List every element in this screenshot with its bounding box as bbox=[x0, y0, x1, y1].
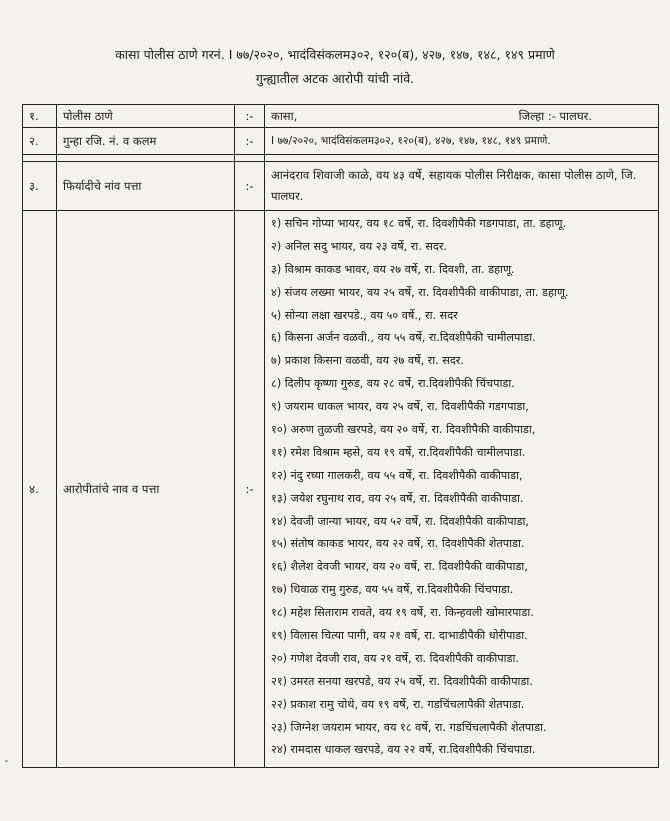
list-item: २४) रामदास धाकल खरपडे, वय २२ वर्षे, रा.दिवशीपैकी चिंचपाडा. bbox=[271, 743, 536, 757]
list-item: १२) नंदु रघ्या गालकरी, वय ५५ वर्षे, रा. दिवशीपैकी वाकीपाडा, bbox=[271, 468, 523, 482]
table-gap-row bbox=[23, 155, 659, 162]
list-item: १६) शैलेश देवजी भायर, वय २० वर्षे, रा. दिवशीपैकी वाकीपाडा, bbox=[271, 560, 528, 574]
document-subtitle: गुन्ह्यातील अटक आरोपी यांची नांवे. bbox=[255, 71, 415, 86]
accused-list bbox=[271, 211, 652, 762]
list-item: २३) जिग्नेश जयराम भायर, वय १८ वर्षे, रा. गडचिंचलापैकी शेतपाडा. bbox=[271, 720, 547, 734]
list-item: ४) संजय लख्मा भायर, वय २५ वर्षे, रा. दिवशीपैकी वाकीपाडा, ता. डहाणू. bbox=[271, 285, 569, 299]
row-number: ४. bbox=[23, 211, 57, 768]
list-item: २) अनिल सदु भायर, वय २३ वर्षे, रा. सदर. bbox=[271, 239, 448, 253]
list-item: ८) दिलीप कृष्णा गुरुड, वय २८ वर्षे, रा.दिवशीपैकी चिंचपाडा. bbox=[271, 377, 515, 391]
margin-mark: ˇ bbox=[4, 760, 9, 771]
row-number: १. bbox=[23, 105, 57, 128]
list-item: १०) अरुण तुळजी खरपडे, वय २० वर्षे, रा. दिवशीपैकी वाकीपाडा, bbox=[271, 423, 536, 437]
list-item: ६) किसना अर्जन वळवी., वय ५५ वर्षे, रा.दिवशीपैकी चामीलपाडा. bbox=[271, 331, 536, 345]
row-label: पोलीस ठाणे bbox=[57, 105, 235, 128]
table-row bbox=[23, 162, 659, 211]
row-number: २. bbox=[23, 128, 57, 155]
row-label: फिर्यादीचे नांव पत्ता bbox=[57, 162, 235, 211]
table-row bbox=[23, 105, 659, 128]
row-separator: :- bbox=[235, 211, 265, 768]
table-row bbox=[23, 211, 659, 768]
list-item: ७) प्रकाश किसना वळवी, वय २७ वर्षे, रा. सदर. bbox=[271, 354, 464, 368]
document-title: कासा पोलीस ठाणे गरनं. I ७७/२०२०, भादंविसंकलम३०२, १२०(ब), ४२७, १४७, १४८, १४९ प्रमाणे bbox=[115, 47, 555, 62]
row-value: I ७७/२०२०, भादंविसंकलम३०२, १२०(ब), ४२७, १४७, १४८, १४९ प्रमाणे. bbox=[265, 128, 659, 155]
list-item: १) सचिन गोप्या भायर, वय १८ वर्षे, रा. दिवशीपैकी गडगपाडा, ता. डहाणू. bbox=[271, 217, 567, 230]
list-item: ५) सोन्या लक्षा खरपडे., वय ५० वर्षे., रा. सदर bbox=[271, 308, 458, 322]
row-value bbox=[265, 105, 659, 128]
list-item: ११) रमेश विश्राम म्हसे, वय १९ वर्षे, रा.दिवशीपैकी चामीलपाडा. bbox=[271, 445, 526, 459]
list-item: १९) विलास चित्या पागी, वय २१ वर्षे, रा. दाभाडीपैकी धोरीपाडा. bbox=[271, 629, 528, 643]
list-item: ९) जयराम धाकल भायर, वय २५ वर्षे, रा. दिवशीपैकी गडगपाडा, bbox=[271, 400, 529, 414]
list-item: १३) जयेश रघुनाथ राव, वय २५ वर्षे, रा. दिवशीपैकी वाकीपाडा. bbox=[271, 491, 524, 505]
district-value: जिल्हा :- पालघर. bbox=[518, 108, 592, 123]
list-item: १७) धिवाळ रामु गुरुड, वय ५५ वर्षे, रा.दिवशीपैकी चिंचपाडा. bbox=[271, 583, 514, 597]
row-label: गुन्हा रजि. नं. व कलम bbox=[57, 128, 235, 155]
details-table bbox=[22, 104, 659, 768]
police-station-value: कासा, bbox=[271, 108, 298, 123]
row-number: ३. bbox=[23, 162, 57, 211]
row-separator: :- bbox=[235, 128, 265, 155]
list-item: १४) देवजी जान्या भायर, वय ५२ वर्षे, रा. दिवशीपैकी वाकीपाडा, bbox=[271, 514, 529, 528]
list-item: १५) संतोष काकड भायर, वय २२ वर्षे, रा. दिवशीपैकी शेतपाडा. bbox=[271, 537, 525, 551]
list-item: २१) उमरत सनया खरपडे, वय २५ वर्षे, रा. दिवशीपैकी वाकीपाडा. bbox=[271, 674, 533, 688]
accused-list-cell bbox=[265, 211, 659, 768]
table-row bbox=[23, 128, 659, 155]
row-label: आरोपीतांचे नाव व पत्ता bbox=[57, 211, 235, 768]
list-item: २०) गणेश देवजी राव, वय २१ वर्षे, रा. दिवशीपैकी वाकीपाडा. bbox=[271, 651, 519, 665]
row-separator: :- bbox=[235, 105, 265, 128]
list-item: २२) प्रकाश रामु चोथे, वय १९ वर्षे, रा. गडचिंचलापैकी शेतपाडा. bbox=[271, 697, 525, 711]
list-item: ३) विश्राम काकड भावर, वय २७ वर्षे, रा. दिवशी, ता. डहाणू. bbox=[271, 262, 515, 276]
row-separator: :- bbox=[235, 162, 265, 211]
list-item: १८) महेश सिताराम रावते, वय १९ वर्षे, रा. किन्हवली खोमारपाडा. bbox=[271, 606, 534, 620]
row-value: आनंदराव शिवाजी काळे, वय ४३ वर्षे, सहायक पोलीस निरीक्षक, कासा पोलीस ठाणे, जि. पालघर. bbox=[265, 162, 659, 211]
